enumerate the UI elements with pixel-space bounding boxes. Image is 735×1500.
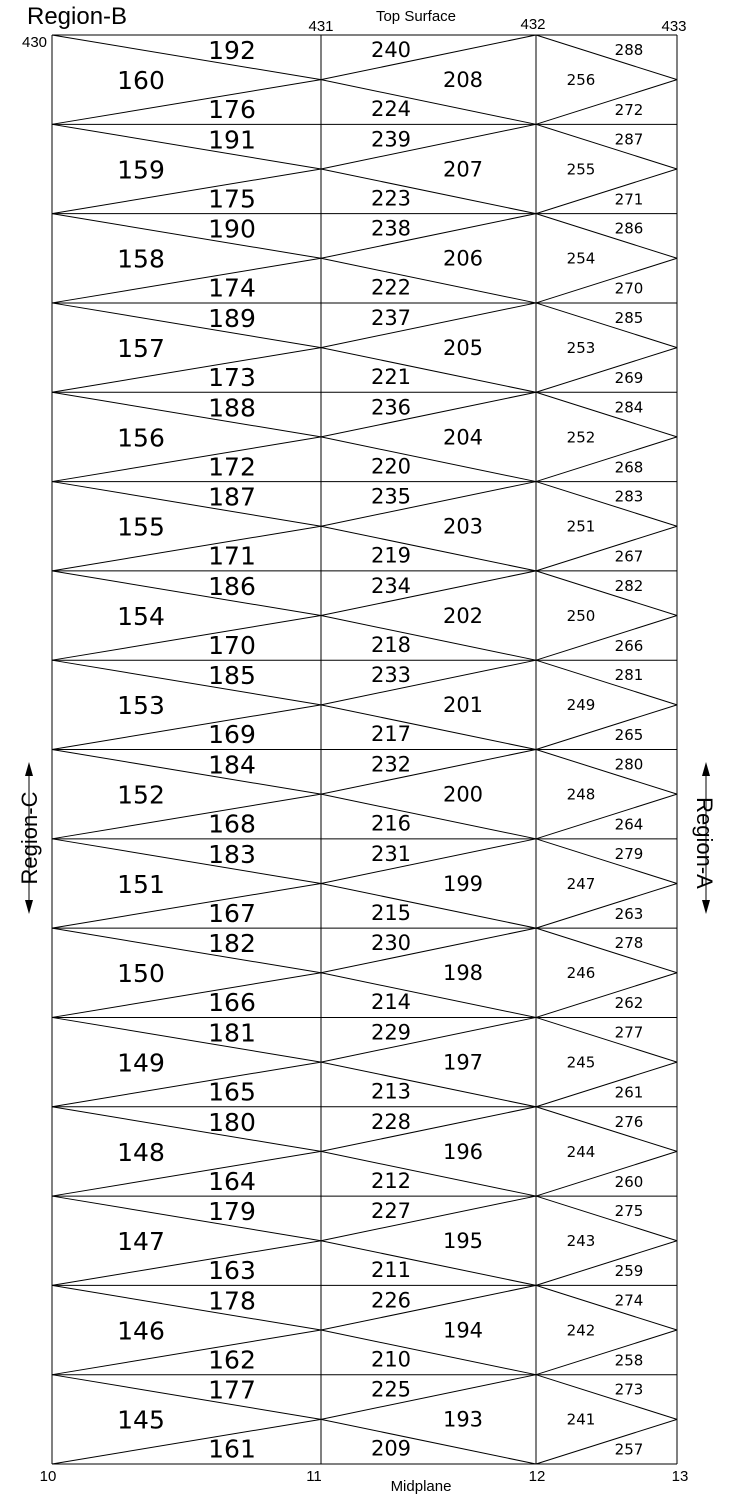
element-number: 230 <box>370 931 412 956</box>
element-number: 284 <box>614 398 644 417</box>
element-number: 269 <box>614 368 644 387</box>
diagonal-line <box>536 1151 677 1196</box>
diagonal-line <box>536 973 677 1018</box>
element-number: 185 <box>208 661 256 691</box>
diagonal-line <box>52 348 321 393</box>
diagonal-line <box>52 258 321 303</box>
diagonal-line <box>321 35 536 80</box>
diagonal-line <box>321 616 536 661</box>
element-number: 171 <box>208 541 256 571</box>
element-number: 209 <box>370 1436 412 1461</box>
element-row <box>117 1197 643 1285</box>
diagonal-line <box>321 437 536 482</box>
element-number: 178 <box>208 1286 256 1316</box>
diagonal-line <box>536 392 677 437</box>
diagonal-line <box>52 1017 321 1062</box>
element-number: 239 <box>370 127 412 152</box>
element-number: 210 <box>370 1347 412 1372</box>
diagonal-line <box>52 928 321 973</box>
region-c-label: Region-C <box>17 791 42 885</box>
diagonal-line <box>536 348 677 393</box>
diagonal-line <box>52 750 321 795</box>
diagonal-line <box>536 437 677 482</box>
element-row <box>117 1286 643 1374</box>
element-number: 155 <box>117 512 165 542</box>
diagonal-line <box>536 750 677 795</box>
element-number: 208 <box>442 68 484 92</box>
element-number: 255 <box>566 160 596 179</box>
region-b-label: Region-B <box>27 3 128 30</box>
diagonal-line <box>321 750 536 795</box>
element-number: 145 <box>117 1405 165 1435</box>
element-number: 242 <box>566 1321 596 1340</box>
element-number: 257 <box>614 1440 644 1459</box>
element-number: 252 <box>566 428 596 447</box>
element-row <box>117 1018 643 1106</box>
element-number: 265 <box>614 726 644 745</box>
diagonal-line <box>536 1241 677 1286</box>
element-number: 214 <box>370 990 412 1015</box>
element-number: 236 <box>370 395 412 420</box>
element-row <box>117 929 643 1017</box>
top-node-3: 433 <box>661 18 687 35</box>
element-number: 249 <box>566 696 596 715</box>
diagonal-line <box>321 660 536 705</box>
element-number: 216 <box>370 811 412 836</box>
element-number: 244 <box>566 1142 596 1161</box>
element-number: 248 <box>566 785 596 804</box>
element-number: 202 <box>442 603 484 628</box>
diagonal-line <box>52 616 321 661</box>
element-number: 273 <box>614 1380 644 1399</box>
diagonal-line <box>536 214 677 259</box>
element-number: 213 <box>370 1079 412 1104</box>
element-number: 190 <box>208 214 256 244</box>
element-number: 200 <box>442 782 484 807</box>
diagonal-line <box>321 883 536 928</box>
element-number: 148 <box>117 1137 165 1167</box>
diagonal-line <box>52 35 321 80</box>
element-number: 274 <box>614 1291 644 1310</box>
element-number: 188 <box>208 393 256 423</box>
element-number: 240 <box>370 38 412 62</box>
element-number: 254 <box>566 249 596 268</box>
diagonal-line <box>536 169 677 214</box>
element-number: 173 <box>208 362 256 392</box>
element-number: 194 <box>442 1318 484 1343</box>
element-number: 272 <box>614 101 644 119</box>
element-row <box>117 36 643 124</box>
element-number: 256 <box>566 71 596 89</box>
element-number: 193 <box>442 1407 484 1432</box>
element-number: 283 <box>614 487 644 506</box>
element-number: 183 <box>208 839 256 869</box>
diagonal-line <box>321 794 536 839</box>
diagonal-line <box>321 526 536 571</box>
element-number: 150 <box>117 959 165 989</box>
diagonal-line <box>536 883 677 928</box>
element-number: 153 <box>117 691 165 721</box>
element-number: 159 <box>117 155 165 185</box>
element-number: 271 <box>614 190 644 209</box>
element-number: 186 <box>208 571 256 601</box>
bottom-node-3: 13 <box>671 1468 689 1485</box>
element-row <box>117 1108 643 1196</box>
diagonal-line <box>321 1285 536 1330</box>
diagonal-line <box>52 392 321 437</box>
diagonal-line <box>52 169 321 214</box>
element-number: 182 <box>208 929 256 959</box>
element-row <box>117 572 643 660</box>
diagonal-line <box>52 437 321 482</box>
element-number: 228 <box>370 1109 412 1134</box>
diagonal-line <box>321 348 536 393</box>
diagonal-line <box>321 1017 536 1062</box>
element-number: 198 <box>442 961 484 986</box>
element-number: 232 <box>370 752 412 777</box>
element-number: 180 <box>208 1107 256 1137</box>
element-number: 247 <box>566 874 596 893</box>
diagonal-line <box>321 214 536 259</box>
diagonal-line <box>536 705 677 750</box>
element-row <box>117 393 643 481</box>
region-a-marker <box>692 762 717 914</box>
element-number: 176 <box>208 95 256 124</box>
diagonal-line <box>52 1330 321 1375</box>
element-number: 287 <box>614 130 644 149</box>
element-number: 278 <box>614 934 644 953</box>
diagonal-line <box>321 1375 536 1420</box>
element-number: 192 <box>208 36 256 65</box>
region-c-marker <box>17 762 42 914</box>
diagonal-line <box>52 80 321 125</box>
element-number: 211 <box>370 1258 412 1283</box>
diagonal-line <box>321 705 536 750</box>
element-number: 187 <box>208 482 256 512</box>
element-number: 177 <box>208 1375 256 1405</box>
element-number: 222 <box>370 275 412 300</box>
diagonal-line <box>321 1330 536 1375</box>
diagonal-line <box>536 1062 677 1107</box>
diagonal-line <box>52 1241 321 1286</box>
element-number: 219 <box>370 543 412 568</box>
diagonal-line <box>536 124 677 169</box>
element-number: 266 <box>614 636 644 655</box>
diagonal-line <box>321 258 536 303</box>
element-number: 268 <box>614 458 644 477</box>
element-number: 250 <box>566 606 596 625</box>
diagonal-line <box>536 616 677 661</box>
diagonal-line <box>52 303 321 348</box>
element-number: 234 <box>370 573 412 598</box>
element-number: 147 <box>117 1227 165 1257</box>
element-number: 174 <box>208 273 256 303</box>
bottom-node-0: 10 <box>39 1468 57 1485</box>
region-a-label: Region-A <box>692 797 717 889</box>
element-number: 156 <box>117 423 165 453</box>
diagonal-line <box>321 1107 536 1152</box>
element-number: 160 <box>117 66 165 95</box>
diagonal-line <box>536 1196 677 1241</box>
diagonal-line <box>321 973 536 1018</box>
diagonal-line <box>321 1062 536 1107</box>
element-number: 212 <box>370 1168 412 1193</box>
element-number: 162 <box>208 1345 256 1375</box>
diagonal-line <box>321 1196 536 1241</box>
bottom-node-2: 12 <box>528 1468 546 1485</box>
element-number: 231 <box>370 841 412 866</box>
element-number: 251 <box>566 517 596 536</box>
element-number: 241 <box>566 1410 596 1429</box>
element-number: 164 <box>208 1166 256 1196</box>
element-number: 253 <box>566 338 596 357</box>
element-number: 286 <box>614 219 644 238</box>
diagonal-line <box>52 705 321 750</box>
element-number: 245 <box>566 1053 596 1072</box>
element-row <box>117 661 643 749</box>
element-number: 199 <box>442 871 484 896</box>
element-number: 197 <box>442 1050 484 1075</box>
element-number: 179 <box>208 1197 256 1227</box>
element-number: 229 <box>370 1020 412 1045</box>
diagonal-line <box>536 1107 677 1152</box>
element-number: 189 <box>208 303 256 333</box>
element-number: 172 <box>208 452 256 482</box>
element-number: 196 <box>442 1139 484 1164</box>
diagonal-line <box>52 794 321 839</box>
element-number: 225 <box>370 1377 412 1402</box>
element-number: 221 <box>370 364 412 389</box>
diagonal-line <box>52 883 321 928</box>
element-number: 205 <box>442 335 484 360</box>
diagonal-line <box>52 214 321 259</box>
element-number: 288 <box>614 41 644 59</box>
midplane-label: Midplane <box>390 1478 452 1495</box>
bottom-node-1: 11 <box>306 1468 322 1485</box>
arrow-down-icon <box>702 900 710 914</box>
diagonal-line <box>52 1196 321 1241</box>
element-number: 181 <box>208 1018 256 1048</box>
diagonal-line <box>52 1419 321 1464</box>
top-node-1: 431 <box>308 18 334 35</box>
element-number: 166 <box>208 988 256 1018</box>
element-number: 237 <box>370 305 412 330</box>
diagonal-line <box>321 169 536 214</box>
element-number: 258 <box>614 1351 644 1370</box>
element-row <box>117 1376 643 1464</box>
diagonal-line <box>52 660 321 705</box>
top-surface-label: Top Surface <box>375 8 457 25</box>
element-row <box>117 215 643 303</box>
diagonal-line <box>536 482 677 527</box>
diagonal-line <box>52 839 321 884</box>
element-number: 233 <box>370 663 412 688</box>
element-number: 184 <box>208 750 256 780</box>
element-number: 175 <box>208 184 256 214</box>
element-number: 263 <box>614 904 644 923</box>
element-number: 152 <box>117 780 165 810</box>
element-number: 215 <box>370 900 412 925</box>
diagonal-line <box>321 392 536 437</box>
element-number: 154 <box>117 601 165 631</box>
diagonal-line <box>536 1375 677 1420</box>
element-number: 158 <box>117 244 165 274</box>
element-number: 279 <box>614 844 644 863</box>
top-node-0: 430 <box>22 34 48 51</box>
diagonal-line <box>52 1107 321 1152</box>
top-node-2: 432 <box>520 16 546 33</box>
element-number: 218 <box>370 632 412 657</box>
element-number: 206 <box>442 246 484 271</box>
diagonal-line <box>536 660 677 705</box>
diagonal-line <box>536 303 677 348</box>
element-number: 226 <box>370 1288 412 1313</box>
element-number: 204 <box>442 425 484 450</box>
diagonal-line <box>52 571 321 616</box>
element-row <box>117 125 643 213</box>
element-number: 262 <box>614 994 644 1013</box>
diagonal-line <box>321 303 536 348</box>
element-number: 243 <box>566 1232 596 1251</box>
diagonal-line <box>52 973 321 1018</box>
diagonal-line <box>536 258 677 303</box>
element-number: 169 <box>208 720 256 750</box>
element-number: 285 <box>614 308 644 327</box>
diagonal-line <box>52 526 321 571</box>
element-number: 261 <box>614 1083 644 1102</box>
element-number: 191 <box>208 125 256 155</box>
diagonal-line <box>536 35 677 80</box>
element-number: 227 <box>370 1199 412 1224</box>
element-row <box>117 751 643 839</box>
arrow-up-icon <box>25 762 33 776</box>
diagonal-line <box>536 1419 677 1464</box>
element-number: 246 <box>566 964 596 983</box>
element-number: 275 <box>614 1202 644 1221</box>
element-number: 201 <box>442 693 484 718</box>
element-number: 220 <box>370 454 412 479</box>
element-number: 146 <box>117 1316 165 1346</box>
diagonal-line <box>52 482 321 527</box>
element-number: 161 <box>208 1434 256 1464</box>
diagonal-line <box>536 1330 677 1375</box>
element-number: 281 <box>614 666 644 685</box>
element-row <box>117 840 643 928</box>
element-number: 170 <box>208 630 256 660</box>
diagonal-line <box>321 571 536 616</box>
element-row <box>117 483 643 571</box>
element-number: 149 <box>117 1048 165 1078</box>
arrow-down-icon <box>25 900 33 914</box>
element-number: 217 <box>370 722 412 747</box>
diagonal-line <box>321 839 536 884</box>
element-number: 235 <box>370 484 412 509</box>
diagonal-line <box>52 1375 321 1420</box>
diagonal-line <box>536 526 677 571</box>
element-number: 270 <box>614 279 644 298</box>
diagonal-line <box>536 571 677 616</box>
element-number: 277 <box>614 1023 644 1042</box>
element-number: 223 <box>370 186 412 211</box>
element-number: 276 <box>614 1112 644 1131</box>
arrow-up-icon <box>702 762 710 776</box>
diagonal-line <box>536 794 677 839</box>
element-number: 163 <box>208 1256 256 1286</box>
diagonal-line <box>536 1017 677 1062</box>
diagonal-line <box>321 1241 536 1286</box>
diagonal-line <box>321 482 536 527</box>
diagonal-line <box>321 1419 536 1464</box>
diagonal-line <box>52 1151 321 1196</box>
diagonal-line <box>52 1285 321 1330</box>
diagonal-line <box>52 1062 321 1107</box>
diagonal-line <box>321 928 536 973</box>
element-number: 224 <box>370 97 412 121</box>
element-number: 260 <box>614 1172 644 1191</box>
diagonal-line <box>536 1285 677 1330</box>
element-number: 282 <box>614 576 644 595</box>
element-number: 157 <box>117 333 165 363</box>
element-number: 165 <box>208 1077 256 1107</box>
diagonal-line <box>321 1151 536 1196</box>
diagonal-line <box>536 839 677 884</box>
element-number: 168 <box>208 809 256 839</box>
diagonal-line <box>52 124 321 169</box>
element-number: 207 <box>442 157 484 182</box>
element-number: 167 <box>208 898 256 928</box>
element-number: 267 <box>614 547 644 566</box>
element-number: 259 <box>614 1262 644 1281</box>
element-number: 264 <box>614 815 644 834</box>
element-number: 151 <box>117 869 165 899</box>
element-number: 203 <box>442 514 484 539</box>
diagonal-line <box>321 124 536 169</box>
element-number: 195 <box>442 1229 484 1254</box>
element-number: 280 <box>614 755 644 774</box>
diagonal-line <box>536 928 677 973</box>
diagonal-line <box>321 80 536 125</box>
element-number: 238 <box>370 216 412 241</box>
diagonal-line <box>536 80 677 125</box>
element-row <box>117 304 643 392</box>
